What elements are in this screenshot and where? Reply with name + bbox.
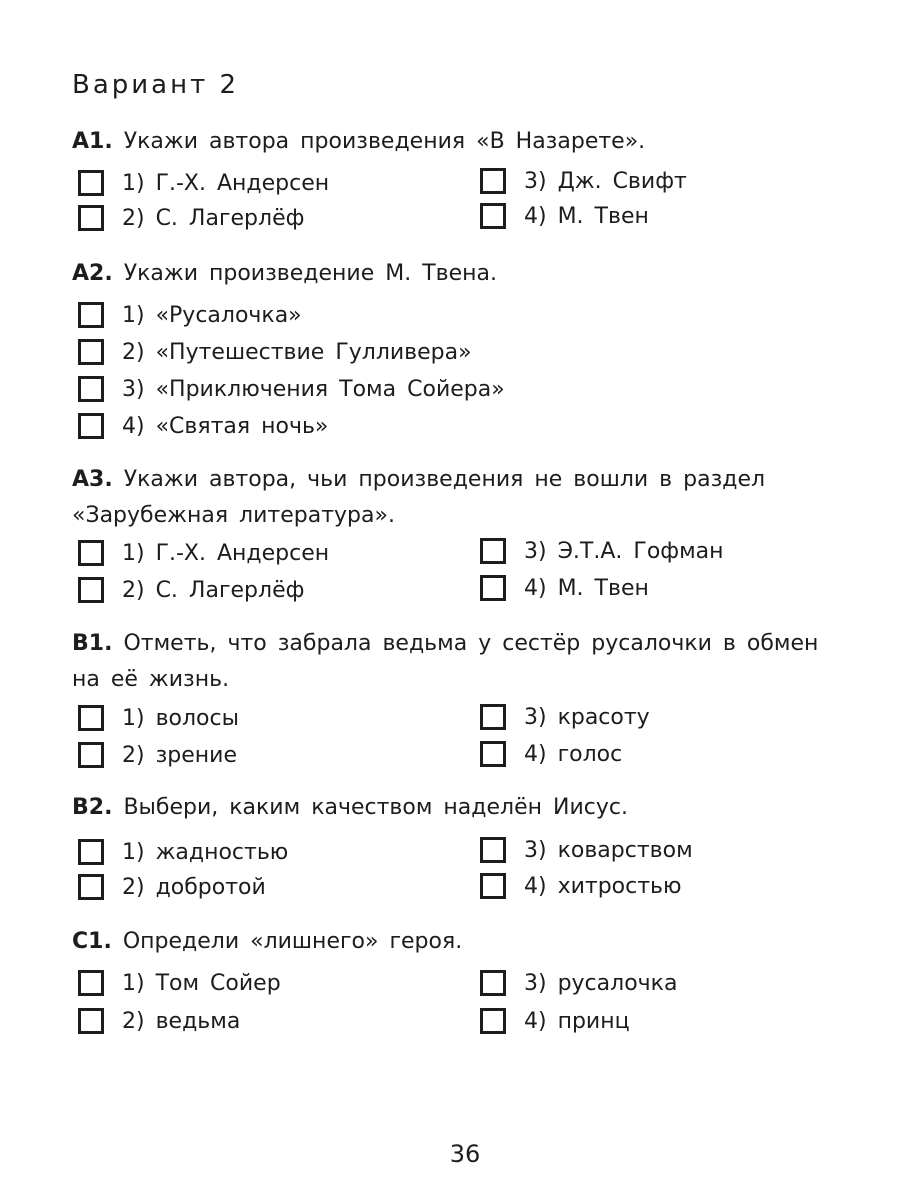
answer-option[interactable] [480,536,724,566]
answer-option[interactable] [480,739,622,769]
question-b2 [72,790,852,826]
question-b1 [72,626,852,698]
question-number: A3. [72,467,113,492]
option-label: 1) жадностью [122,839,289,865]
answer-option[interactable] [480,201,649,231]
checkbox[interactable] [480,837,506,863]
option-label: 1) Том Сойер [122,970,281,996]
checkbox[interactable] [480,168,506,194]
option-label: 3) Э.Т.А. Гофман [524,538,724,564]
option-label: 1) Г.-Х. Андерсен [122,170,330,196]
checkbox[interactable] [78,839,104,865]
answer-option[interactable] [78,203,304,233]
option-label: 1) «Русалочка» [122,302,302,328]
checkbox[interactable] [78,376,104,402]
option-label: 3) русалочка [524,970,678,996]
question-number: B1. [72,631,113,656]
checkbox[interactable] [78,970,104,996]
question-text: Отметь, что забрала ведьма у сестёр русалочки в обмен на её жизнь. [72,631,819,692]
answer-option[interactable] [78,538,329,568]
checkbox[interactable] [78,540,104,566]
option-label: 1) волосы [122,705,239,731]
answer-option[interactable] [78,374,505,404]
answer-option[interactable] [480,835,693,865]
question-number: A2. [72,261,113,286]
checkbox[interactable] [480,538,506,564]
checkbox[interactable] [480,741,506,767]
question-number: B2. [72,795,113,820]
option-label: 2) С. Лагерлёф [122,205,305,231]
answer-option[interactable] [78,411,328,441]
answer-option[interactable] [480,702,650,732]
checkbox[interactable] [480,203,506,229]
answer-option[interactable] [480,573,649,603]
option-label: 4) «Святая ночь» [122,413,329,439]
checkbox[interactable] [78,339,104,365]
question-text: Укажи автора произведения «В Назарете». [123,129,646,154]
checkbox[interactable] [480,970,506,996]
checkbox[interactable] [480,873,506,899]
answer-option[interactable] [78,300,302,330]
question-a2 [72,256,852,292]
checkbox[interactable] [78,413,104,439]
answer-option[interactable] [480,871,682,901]
checkbox[interactable] [78,874,104,900]
option-label: 2) добротой [122,874,266,900]
option-label: 2) С. Лагерлёф [122,577,305,603]
checkbox[interactable] [480,575,506,601]
answer-option[interactable] [480,166,687,196]
checkbox[interactable] [78,1008,104,1034]
option-label: 2) зрение [122,742,237,768]
question-a3 [72,462,852,534]
checkbox[interactable] [78,302,104,328]
question-number: A1. [72,129,113,154]
question-number: C1. [72,929,112,954]
checkbox[interactable] [78,577,104,603]
checkbox[interactable] [78,205,104,231]
option-label: 2) «Путешествие Гулливера» [122,339,472,365]
answer-option[interactable] [78,575,304,605]
page-number: 36 [449,1140,481,1168]
question-a1 [72,124,852,160]
answer-option[interactable] [78,872,266,902]
option-label: 3) коварством [524,837,693,863]
option-label: 3) красоту [524,704,650,730]
option-label: 3) «Приключения Тома Сойера» [122,376,505,402]
answer-option[interactable] [78,703,239,733]
checkbox[interactable] [78,742,104,768]
checkbox[interactable] [78,705,104,731]
option-label: 3) Дж. Свифт [524,168,687,194]
question-text: Выбери, каким качеством наделён Иисус. [123,795,628,820]
checkbox[interactable] [78,170,104,196]
option-label: 4) М. Твен [524,575,649,601]
answer-option[interactable] [78,1006,240,1036]
answer-option[interactable] [480,968,677,998]
option-label: 4) голос [524,741,623,767]
answer-option[interactable] [480,1006,630,1036]
question-text: Укажи автора, чьи произведения не вошли в раздел «Зарубежная литература». [72,467,766,528]
answer-option[interactable] [78,968,281,998]
variant-title: Вариант 2 [72,70,240,100]
answer-option[interactable] [78,337,472,367]
option-label: 1) Г.-Х. Андерсен [122,540,330,566]
answer-option[interactable] [78,837,288,867]
question-text: Укажи произведение М. Твена. [123,261,498,286]
option-label: 4) принц [524,1008,630,1034]
question-text: Определи «лишнего» героя. [122,929,463,954]
option-label: 4) М. Твен [524,203,649,229]
answer-option[interactable] [78,740,237,770]
question-c1 [72,924,852,960]
checkbox[interactable] [480,704,506,730]
checkbox[interactable] [480,1008,506,1034]
option-label: 4) хитростью [524,873,682,899]
option-label: 2) ведьма [122,1008,241,1034]
answer-option[interactable] [78,168,329,198]
